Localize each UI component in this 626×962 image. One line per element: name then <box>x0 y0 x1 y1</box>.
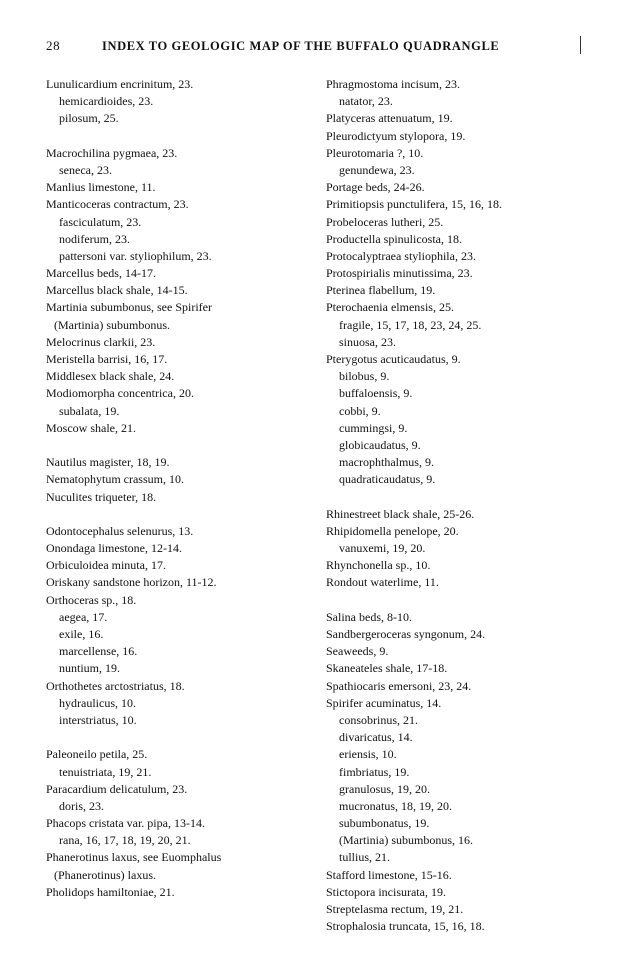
index-subentry: nuntium, 19. <box>59 661 121 676</box>
index-subentry: granulosus, 19, 20. <box>339 781 430 796</box>
index-entry: Paleoneilo petila, 25. <box>46 747 148 762</box>
index-entry: Rondout waterlime, 11. <box>326 575 439 590</box>
index-subentry: subalata, 19. <box>59 403 120 418</box>
index-entry-continuation: (Phanerotinus) laxus. <box>54 867 156 882</box>
index-entry: Lunulicardium encrinitum, 23. <box>46 77 194 91</box>
index-entry: Stafford limestone, 15-16. <box>326 867 452 882</box>
index-entry: Rhinestreet black shale, 25-26. <box>326 506 475 521</box>
index-subentry: natator, 23. <box>339 94 393 109</box>
index-entry: Protocalyptraea styliophila, 23. <box>326 248 476 263</box>
index-entry: Pleurodictyum stylopora, 19. <box>326 128 466 143</box>
index-subentry: bilobus, 9. <box>339 369 390 384</box>
index-entry: Odontocephalus selenurus, 13. <box>46 523 194 538</box>
index-entry: Probeloceras lutheri, 25. <box>326 214 444 229</box>
index-entry: Middlesex black shale, 24. <box>46 369 175 384</box>
index-subentry: doris, 23. <box>59 798 104 813</box>
index-entry: Melocrinus clarkii, 23. <box>46 334 156 349</box>
index-entry: Portage beds, 24-26. <box>326 180 425 195</box>
margin-mark <box>580 36 581 54</box>
index-subentry: marcellense, 16. <box>59 644 138 659</box>
index-subentry: consobrinus, 21. <box>339 712 418 727</box>
index-subentry: cobbi, 9. <box>339 403 381 418</box>
page-header <box>46 38 586 56</box>
index-entry: Oriskany sandstone horizon, 11-12. <box>46 575 217 590</box>
index-subentry: fragile, 15, 17, 18, 23, 24, 25. <box>339 317 482 332</box>
index-subentry: pattersoni var. styliophilum, 23. <box>59 248 212 263</box>
index-subentry: fasciculatum, 23. <box>59 214 142 229</box>
index-entry: Phanerotinus laxus, see Euomphalus <box>46 850 222 865</box>
index-subentry: sinuosa, 23. <box>339 334 396 349</box>
index-subentry: hydraulicus, 10. <box>59 695 136 710</box>
index-entry-continuation: (Martinia) subumbonus. <box>54 317 170 332</box>
index-entry: Onondaga limestone, 12-14. <box>46 541 182 556</box>
index-entry: Orthothetes arctostriatus, 18. <box>46 678 185 693</box>
index-subentry: (Martinia) subumbonus, 16. <box>339 833 473 848</box>
index-subentry: globicaudatus, 9. <box>339 437 421 452</box>
index-entry: Protospirialis minutissima, 23. <box>326 266 473 281</box>
index-entry: Manticoceras contractum, 23. <box>46 197 189 212</box>
index-entry: Martinia subumbonus, see Spirifer <box>46 300 212 315</box>
index-entry: Skaneateles shale, 17-18. <box>326 661 448 676</box>
index-subentry: pilosum, 25. <box>59 111 119 126</box>
index-entry: Nuculites triqueter, 18. <box>46 489 157 504</box>
index-entry: Salina beds, 8-10. <box>326 609 412 624</box>
index-subentry: buffaloensis, 9. <box>339 386 413 401</box>
index-entry: Strophalosia truncata, 15, 16, 18. <box>326 919 485 934</box>
index-entry: Seaweeds, 9. <box>326 644 389 659</box>
index-entry: Manlius limestone, 11. <box>46 180 156 195</box>
index-subentry: subumbonatus, 19. <box>339 816 430 831</box>
index-entry: Streptelasma rectum, 19, 21. <box>326 902 464 916</box>
index-entry: Paracardium delicatulum, 23. <box>46 781 188 796</box>
index-entry: Primitiopsis punctulifera, 15, 16, 18. <box>326 197 502 212</box>
index-subentry: interstriatus, 10. <box>59 712 137 727</box>
index-entry: Spirifer acuminatus, 14. <box>326 695 442 710</box>
index-subentry: fimbriatus, 19. <box>339 764 410 779</box>
index-entry: Productella spinulicosta, 18. <box>326 231 462 246</box>
index-column-left <box>46 76 314 901</box>
index-entry: Pleurotomaria ?, 10. <box>326 145 424 160</box>
index-entry: Pterinea flabellum, 19. <box>326 283 436 298</box>
index-subentry: eriensis, 10. <box>339 747 397 762</box>
index-entry: Nematophytum crassum, 10. <box>46 472 184 487</box>
index-entry: Orthoceras sp., 18. <box>46 592 137 607</box>
index-entry: Rhipidomella penelope, 20. <box>326 523 459 538</box>
index-subentry: divaricatus, 14. <box>339 730 413 745</box>
index-entry: Platyceras attenuatum, 19. <box>326 111 453 126</box>
index-entry: Pterygotus acuticaudatus, 9. <box>326 352 461 366</box>
index-entry: Rhynchonella sp., 10. <box>326 558 431 573</box>
index-entry: Sandbergeroceras syngonum, 24. <box>326 627 486 641</box>
index-entry: Modiomorpha concentrica, 20. <box>46 386 194 401</box>
index-subentry: quadraticaudatus, 9. <box>339 472 436 487</box>
index-entry: Pterochaenia elmensis, 25. <box>326 300 454 315</box>
page-number: 28 <box>46 38 61 53</box>
page-title: INDEX TO GEOLOGIC MAP OF THE BUFFALO QUADRANGLE <box>102 39 500 53</box>
index-entry: Marcellus beds, 14-17. <box>46 266 156 281</box>
index-subentry: seneca, 23. <box>59 162 112 177</box>
index-subentry: tullius, 21. <box>339 850 391 865</box>
index-entry: Phragmostoma incisum, 23. <box>326 77 460 91</box>
index-subentry: tenuistriata, 19, 21. <box>59 764 152 779</box>
index-entry: Marcellus black shale, 14-15. <box>46 283 188 298</box>
index-entry: Spathiocaris emersoni, 23, 24. <box>326 678 472 693</box>
index-subentry: exile, 16. <box>59 627 104 641</box>
index-entry: Orbiculoidea minuta, 17. <box>46 558 166 573</box>
index-subentry: vanuxemi, 19, 20. <box>339 541 426 556</box>
index-entry: Macrochilina pygmaea, 23. <box>46 145 178 160</box>
index-entry: Phacops cristata var. pipa, 13-14. <box>46 816 205 831</box>
index-entry: Moscow shale, 21. <box>46 420 136 435</box>
index-subentry: genundewa, 23. <box>339 162 415 177</box>
index-entry: Nautilus magister, 18, 19. <box>46 455 170 470</box>
index-entry: Stictopora incisurata, 19. <box>326 884 446 899</box>
index-subentry: hemicardioides, 23. <box>59 94 154 109</box>
index-entry: Meristella barrisi, 16, 17. <box>46 352 168 366</box>
index-subentry: aegea, 17. <box>59 609 108 624</box>
index-entry: Pholidops hamiltoniae, 21. <box>46 884 175 899</box>
index-subentry: rana, 16, 17, 18, 19, 20, 21. <box>59 833 191 848</box>
index-column-right <box>326 76 594 935</box>
index-subentry: macrophthalmus, 9. <box>339 455 434 470</box>
index-subentry: mucronatus, 18, 19, 20. <box>339 798 452 813</box>
index-subentry: cummingsi, 9. <box>339 420 408 435</box>
index-subentry: nodiferum, 23. <box>59 231 130 246</box>
